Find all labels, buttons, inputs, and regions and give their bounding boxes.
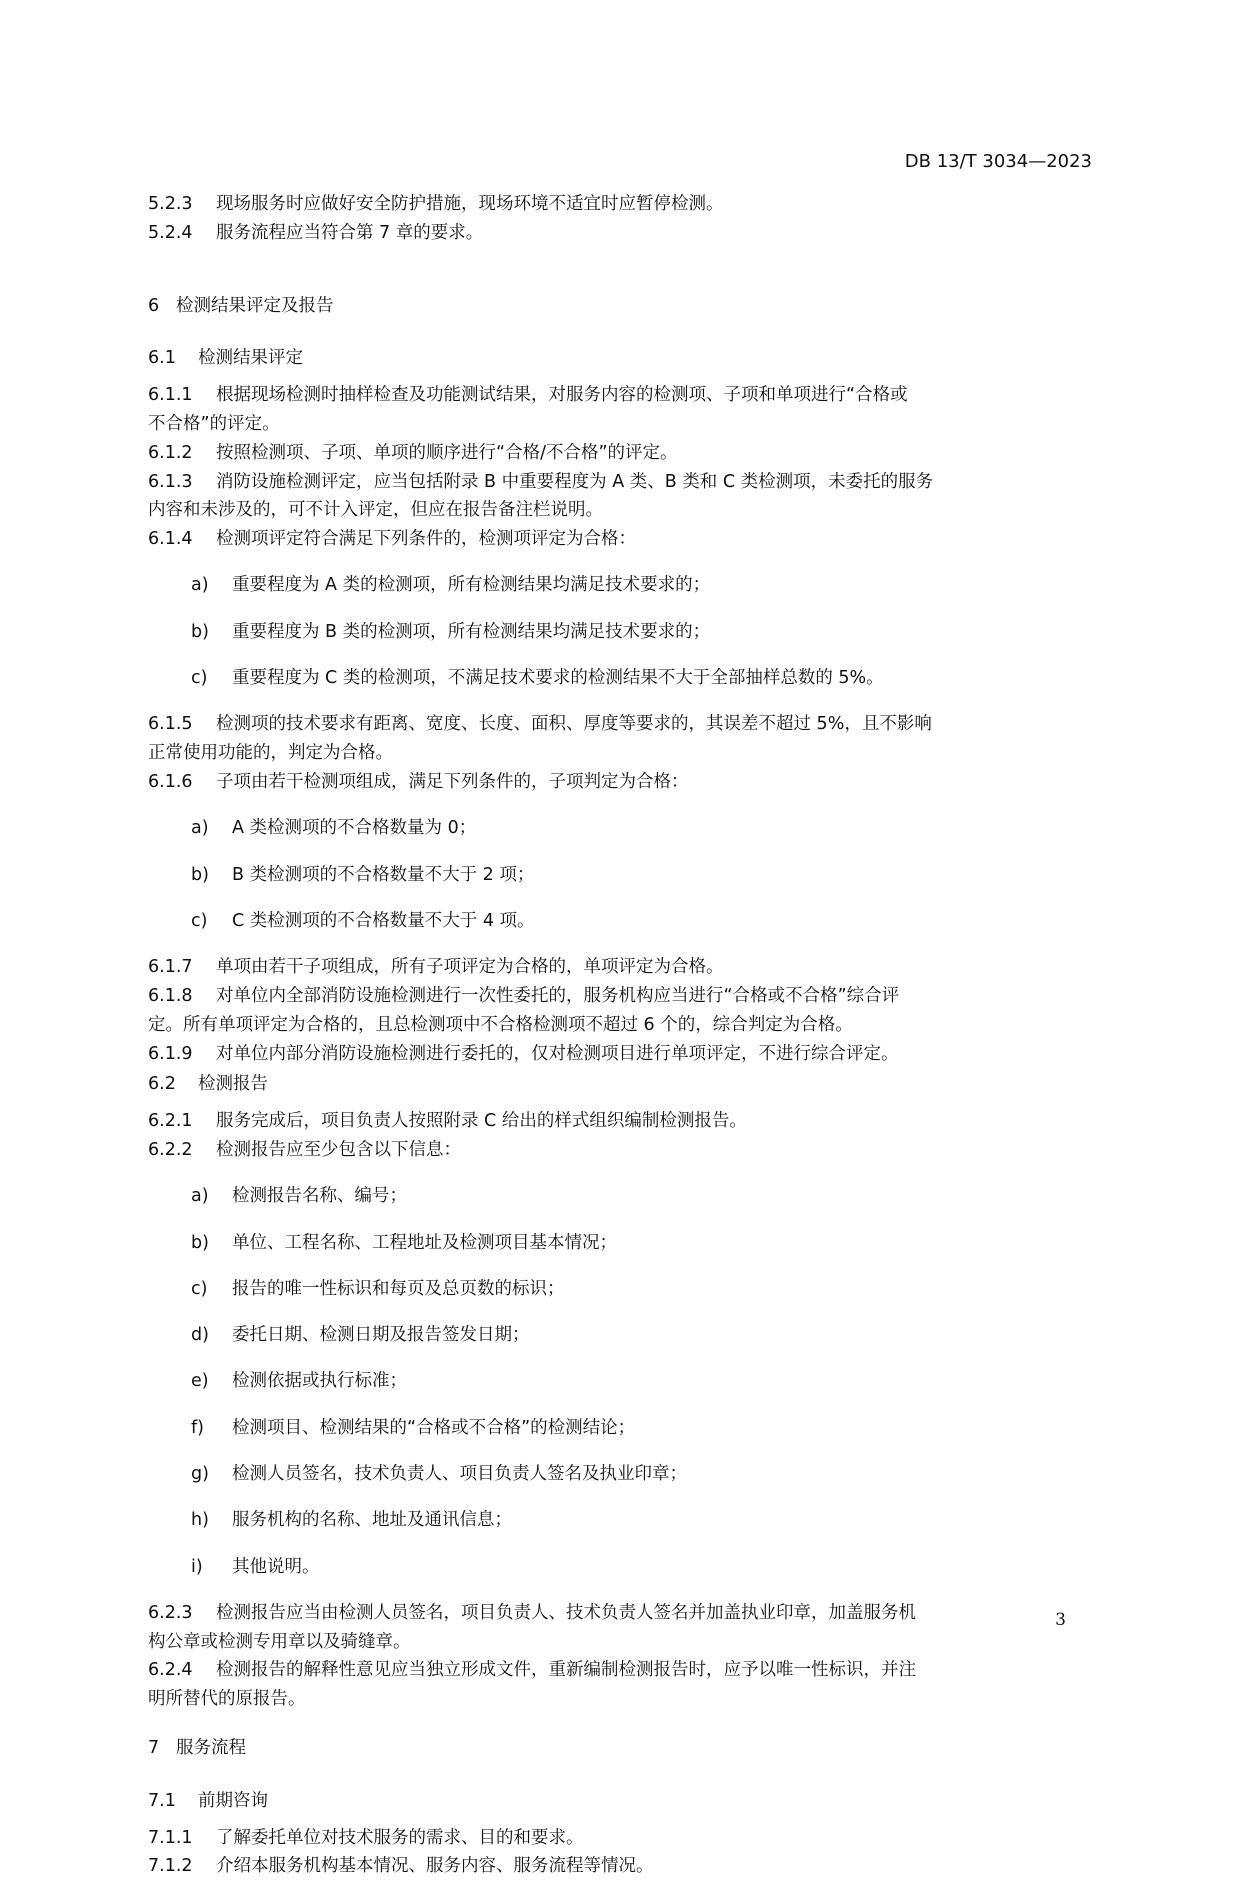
clause-number: 6.1.9 xyxy=(148,1043,193,1064)
list-marker: g) xyxy=(191,1464,209,1484)
list-item xyxy=(148,1506,1092,1535)
clause-text: 对单位内部分消防设施检测进行委托的，仅对检测项目进行单项评定，不进行综合评定。 xyxy=(216,1043,899,1064)
list-item-text: 检测项目、检测结果的“合格或不合格”的检测结论； xyxy=(232,1417,636,1438)
section-number: 7.1 xyxy=(148,1790,176,1811)
list-item xyxy=(148,664,1092,693)
clause-text-line-2: 内容和未涉及的，可不计入评定，但应在报告备注栏说明。 xyxy=(148,500,603,521)
list-marker: c) xyxy=(191,1278,208,1299)
clause-5-2-4 xyxy=(148,219,1092,248)
clause-text: 服务完成后，项目负责人按照附录 C 给出的样式组织编制检测报告。 xyxy=(216,1111,747,1132)
chapter-number: 7 xyxy=(148,1738,160,1759)
clause-6-1-8 xyxy=(148,982,1092,1040)
clause-text-line-2: 不合格”的评定。 xyxy=(148,413,280,434)
list-item-text: 重要程度为 B 类的检测项，所有检测结果均满足技术要求的； xyxy=(232,621,711,642)
clause-6-1-1 xyxy=(148,381,1092,439)
clause-6-1-4 xyxy=(148,525,1092,554)
clause-6-2-2 xyxy=(148,1136,1092,1165)
clause-6-1-9 xyxy=(148,1040,1092,1069)
chapter-7-heading xyxy=(148,1734,1092,1763)
list-item-text: 报告的唯一性标识和每页及总页数的标识； xyxy=(232,1278,565,1299)
list-item xyxy=(148,1414,1092,1443)
clause-number: 6.1.4 xyxy=(148,529,193,550)
list-item-text: 单位、工程名称、工程地址及检测项目基本情况； xyxy=(232,1232,617,1253)
list-item-text: 检测依据或执行标准； xyxy=(232,1371,407,1392)
list-marker: b) xyxy=(191,864,209,885)
list-item xyxy=(148,907,1092,936)
page-number: 3 xyxy=(1055,1610,1066,1630)
clause-number: 6.1.3 xyxy=(148,471,193,492)
clause-text-line-1: 消防设施检测评定，应当包括附录 B 中重要程度为 A 类、B 类和 C 类检测项，未委托的服务 xyxy=(216,471,934,492)
list-item xyxy=(148,1229,1092,1258)
list-item-text: 服务机构的名称、地址及通讯信息； xyxy=(232,1510,512,1531)
clause-number: 6.1.6 xyxy=(148,771,193,792)
clause-text: 单项由若干子项组成，所有子项评定为合格的，单项评定为合格。 xyxy=(216,957,724,978)
chapter-number: 6 xyxy=(148,295,160,316)
clause-text: 介绍本服务机构基本情况、服务内容、服务流程等情况。 xyxy=(216,1856,654,1877)
list-item xyxy=(148,618,1092,647)
clause-text: 检测项评定符合满足下列条件的，检测项评定为合格： xyxy=(216,529,636,550)
list-marker: b) xyxy=(191,621,209,642)
section-title: 前期咨询 xyxy=(198,1790,268,1811)
clause-text-line-2: 定。所有单项评定为合格的，且总检测项中不合格检测项不超过 6 个的，综合判定为合格。 xyxy=(148,1014,853,1035)
clause-number: 6.1.8 xyxy=(148,985,193,1006)
list-marker: c) xyxy=(191,668,208,689)
page-content xyxy=(148,190,1092,1881)
list-item xyxy=(148,1367,1092,1396)
clause-6-1-2 xyxy=(148,439,1092,468)
list-marker: b) xyxy=(191,1232,209,1253)
chapter-6-heading xyxy=(148,292,1092,321)
list-item-text: B 类检测项的不合格数量不大于 2 项； xyxy=(232,864,535,885)
list-item-text: 检测报告名称、编号； xyxy=(232,1186,407,1207)
list-item xyxy=(148,1321,1092,1350)
clause-number: 5.2.3 xyxy=(148,194,193,214)
clause-6-1-6 xyxy=(148,768,1092,797)
chapter-title: 服务流程 xyxy=(176,1738,246,1759)
clause-text-line-2: 明所替代的原报告。 xyxy=(148,1689,306,1710)
list-item xyxy=(148,1182,1092,1211)
clause-text: 子项由若干检测项组成，满足下列条件的，子项判定为合格： xyxy=(216,771,689,792)
clause-7-1-1 xyxy=(148,1824,1092,1853)
clause-text: 检测报告应至少包含以下信息： xyxy=(216,1139,461,1160)
section-6-2-heading xyxy=(148,1070,1092,1099)
clause-text-line-1: 对单位内全部消防设施检测进行一次性委托的，服务机构应当进行“合格或不合格”综合评 xyxy=(216,985,900,1006)
clause-5-2-3 xyxy=(148,190,1092,219)
list-item xyxy=(148,861,1092,890)
list-marker: a) xyxy=(191,1186,209,1207)
clause-6-1-5 xyxy=(148,710,1092,768)
clause-6-1-7 xyxy=(148,953,1092,982)
clause-text-line-2: 构公章或检测专用章以及骑缝章。 xyxy=(148,1631,411,1652)
list-item xyxy=(148,1460,1092,1489)
clause-text-line-1: 根据现场检测时抽样检查及功能测试结果，对服务内容的检测项、子项和单项进行“合格或 xyxy=(216,385,908,406)
list-marker: c) xyxy=(191,910,208,931)
list-marker: i) xyxy=(191,1556,203,1577)
clause-number: 7.1.1 xyxy=(148,1827,193,1848)
list-item-text: C 类检测项的不合格数量不大于 4 项。 xyxy=(232,910,535,931)
clause-number: 7.1.2 xyxy=(148,1856,193,1877)
section-title: 检测结果评定 xyxy=(198,348,303,369)
section-number: 6.2 xyxy=(148,1074,176,1095)
list-item xyxy=(148,1275,1092,1304)
list-marker: e) xyxy=(191,1371,209,1392)
list-marker: a) xyxy=(191,575,209,596)
clause-text: 按照检测项、子项、单项的顺序进行“合格/不合格”的评定。 xyxy=(216,442,678,463)
clause-number: 6.2.1 xyxy=(148,1111,193,1132)
section-6-1-heading xyxy=(148,344,1092,373)
clause-number: 5.2.4 xyxy=(148,222,193,243)
clause-7-1-2 xyxy=(148,1852,1092,1881)
clause-6-2-1 xyxy=(148,1107,1092,1136)
list-item-text: A 类检测项的不合格数量为 0； xyxy=(232,818,477,839)
clause-6-2-3 xyxy=(148,1599,1092,1657)
clause-number: 6.2.4 xyxy=(148,1660,193,1681)
clause-text-line-2: 正常使用功能的，判定为合格。 xyxy=(148,743,393,764)
list-item-text: 其他说明。 xyxy=(232,1556,320,1577)
list-item xyxy=(148,1553,1092,1582)
clause-text-line-1: 检测项的技术要求有距离、宽度、长度、面积、厚度等要求的，其误差不超过 5%，且不影响 xyxy=(216,714,932,735)
section-7-1-heading xyxy=(148,1787,1092,1816)
clause-number: 6.2.3 xyxy=(148,1602,193,1623)
list-item xyxy=(148,571,1092,600)
chapter-title: 检测结果评定及报告 xyxy=(176,295,334,316)
list-item-text: 重要程度为 A 类的检测项，所有检测结果均满足技术要求的； xyxy=(232,575,711,596)
clause-6-2-4 xyxy=(148,1656,1092,1714)
clause-number: 6.1.5 xyxy=(148,714,193,735)
clause-6-1-3 xyxy=(148,468,1092,526)
section-number: 6.1 xyxy=(148,348,176,369)
list-item-text: 重要程度为 C 类的检测项，不满足技术要求的检测结果不大于全部抽样总数的 5%。 xyxy=(232,668,884,689)
clause-text: 现场服务时应做好安全防护措施，现场环境不适宜时应暂停检测。 xyxy=(216,194,724,214)
clause-number: 6.1.1 xyxy=(148,385,193,406)
clause-number: 6.2.2 xyxy=(148,1139,193,1160)
clause-number: 6.1.7 xyxy=(148,957,193,978)
clause-text: 服务流程应当符合第 7 章的要求。 xyxy=(216,222,484,243)
list-item-text: 委托日期、检测日期及报告签发日期； xyxy=(232,1325,530,1346)
list-marker: a) xyxy=(191,818,209,839)
list-item-text: 检测人员签名，技术负责人、项目负责人签名及执业印章； xyxy=(232,1464,687,1484)
list-marker: f) xyxy=(191,1417,204,1438)
document-code: DB 13/T 3034—2023 xyxy=(904,151,1092,172)
clause-text-line-1: 检测报告应当由检测人员签名，项目负责人、技术负责人签名并加盖执业印章，加盖服务机 xyxy=(216,1602,916,1623)
clause-number: 6.1.2 xyxy=(148,442,193,463)
list-marker: h) xyxy=(191,1510,209,1531)
list-marker: d) xyxy=(191,1325,209,1346)
section-title: 检测报告 xyxy=(198,1074,268,1095)
clause-text: 了解委托单位对技术服务的需求、目的和要求。 xyxy=(216,1827,584,1848)
clause-text-line-1: 检测报告的解释性意见应当独立形成文件，重新编制检测报告时，应予以唯一性标识，并注 xyxy=(216,1660,916,1681)
list-item xyxy=(148,814,1092,843)
